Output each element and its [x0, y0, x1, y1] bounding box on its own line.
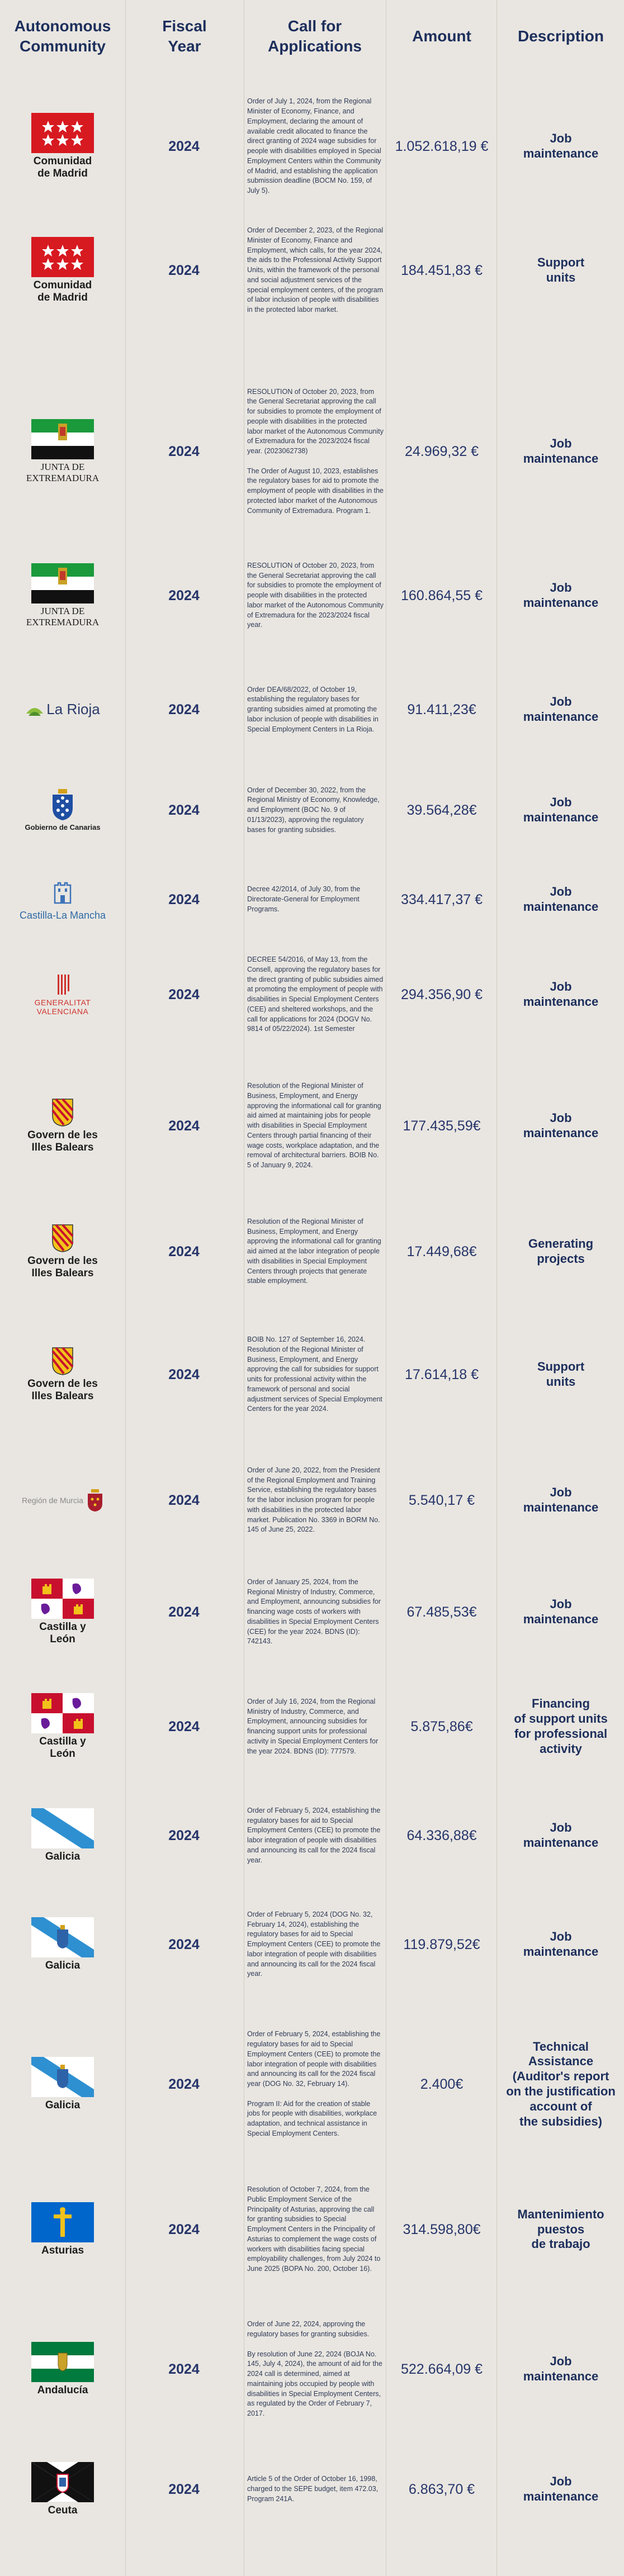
- call-text: Order of June 22, 2024, approving the regulatory bases for granting subsidies. By resolution of June 22, 2024 (BOJA No. 145, July 4, 2024), the amount of aid for the 2024 call is determined, aimed at maintaining jobs occupied by people with disabilities in Special Employment Centers, as regulated by the Order of February 7, 2017.: [247, 2320, 382, 2417]
- community-name: Asturias: [41, 2245, 84, 2257]
- community-name: JUNTA DE EXTREMADURA: [26, 462, 100, 483]
- community-name: Govern de les Illes Balears: [27, 1378, 98, 1402]
- galicia-logo: [0, 2012, 125, 2157]
- castilla-y-leon-logo: [0, 1565, 125, 1660]
- amount: 2.400€: [420, 2076, 464, 2092]
- amount: 64.336,88€: [406, 1827, 477, 1843]
- fiscal-year: 2024: [168, 891, 200, 907]
- region-de-murcia-logo: [0, 1453, 125, 1548]
- amount: 1.052.618,19 €: [395, 138, 489, 154]
- generalitat-valenciana-emblem-icon: [54, 973, 71, 996]
- description: Job maintenance: [523, 1597, 599, 1626]
- description: Financing of support units for professional activity: [514, 1696, 608, 1756]
- castilla-y-leon-logo: [0, 1676, 125, 1777]
- table-row: [0, 1073, 624, 1179]
- table-row: [0, 224, 624, 317]
- description: Support units: [537, 1360, 585, 1389]
- amount: 314.598,80€: [403, 2221, 481, 2237]
- description: Job maintenance: [523, 1111, 599, 1140]
- community-name: Ceuta: [48, 2504, 78, 2517]
- call-text: DECREE 54/2016, of May 13, from the Consell, approving the regulatory bases for the direct granting of public subsidies aimed at promoting the employment of people with disabilities in Special Employment Centers (CEE) and sheltered workshops, and the call for applications for 2024 (DOGV No. 9814 of 05/22/2024). 1st Semester: [247, 956, 384, 1033]
- illes-balears-logo: [0, 1201, 125, 1302]
- table-row: [0, 2012, 624, 2157]
- call-text: Order of February 5, 2024, establishing the regulatory bases for aid to Special Employment Centers (CEE) to promote the labor integration of people with disabilities and announcing its call for the 2024 fiscal year (DOG No. 32, February 14). Program II: Aid for the creation of stable jobs for people with disabilities, workplace adaptation, and technical assistance in Special Employment Centers.: [247, 2030, 381, 2137]
- extremadura-flag-icon: [31, 419, 94, 459]
- table-row: [0, 2447, 624, 2531]
- fiscal-year: 2024: [168, 262, 200, 278]
- community-name: Galicia: [45, 2099, 81, 2112]
- amount: 17.614,18 €: [404, 1366, 479, 1382]
- madrid-logo: [0, 224, 125, 317]
- madrid-flag-icon: [31, 113, 94, 153]
- amount: 91.411,23€: [407, 701, 476, 717]
- fiscal-year: 2024: [168, 2481, 200, 2497]
- call-text: Order of December 2, 2023, of the Regional Minister of Economy, Finance and Employment, which calls, for the year 2024, the aids to the Professional Activity Support Units, within the framework of the personal and social adjustment services of the special employment centers, of the program of labor inclusion of people with disabilities in the protected labor market.: [247, 226, 384, 314]
- call-text: BOIB No. 127 of September 16, 2024. Resolution of the Regional Minister of Business, Employment, and Energy approving the call for subsidies for support units for professional activity within the framework of personal and social adjustment services of Special Employment Centers for the year 2024.: [247, 1335, 382, 1413]
- galicia-flag-icon: [31, 1917, 94, 1957]
- description: Job maintenance: [523, 1485, 599, 1514]
- call-text: Resolution of the Regional Minister of Business, Employment, and Energy approving the informational call for granting aid aimed at the labor integration of people with disabilities in Special Employment Centers through projects that generate stable employment.: [247, 1217, 381, 1285]
- amount: 5.875,86€: [410, 1718, 473, 1734]
- community-name: Galicia: [45, 1960, 81, 1972]
- extremadura-logo: [0, 380, 125, 523]
- community-name: Govern de les Illes Balears: [27, 1129, 98, 1153]
- call-text: Order of January 25, 2024, from the Regional Ministry of Industry, Commerce, and Employment, announcing subsidies for financing wage costs of workers with disabilities in Special Employment Centers (CEE) for the year 2024. BDNS (ID): 742143.: [247, 1577, 381, 1646]
- description: Job maintenance: [523, 131, 599, 160]
- castilla-y-leon-flag-icon: [31, 1579, 94, 1619]
- fiscal-year: 2024: [168, 701, 200, 717]
- call-text: Order DEA/68/2022, of October 19, establishing the regulatory bases for granting subsidies aimed at promoting the labor inclusion of people with disabilities in Special Employment Centers in La Rioja.: [247, 685, 379, 733]
- galicia-flag-icon: [31, 1808, 94, 1848]
- community-name: Región de Murcia: [22, 1495, 83, 1505]
- header-community: Autonomous Community: [14, 17, 111, 55]
- fiscal-year: 2024: [168, 802, 200, 818]
- description: Job maintenance: [523, 1929, 599, 1959]
- description: Support units: [537, 255, 585, 284]
- table-row: [0, 1676, 624, 1777]
- amount: 39.564,28€: [406, 802, 477, 818]
- header-call: Call for Applications: [267, 17, 362, 55]
- description: Job maintenance: [523, 581, 599, 610]
- call-text: Resolution of October 7, 2024, from the Public Employment Service of the Principality of Asturias, approving the call for granting subsidies to Special Employment Centers in the Principality of Asturias to complement the wage costs of workers with disabilities facing special employability challenges, from July 2024 to June 2025 (BOPA No. 200, October 16).: [247, 2185, 381, 2273]
- castilla-la-mancha-logo: [0, 872, 125, 928]
- table-row: [0, 2174, 624, 2285]
- fiscal-year: 2024: [168, 2361, 200, 2377]
- community-name: Castilla y León: [39, 1621, 86, 1645]
- header-year: Fiscal Year: [162, 17, 207, 55]
- description: Mantenimiento puestos de trabajo: [517, 2207, 604, 2251]
- table-row: [0, 1799, 624, 1872]
- table-row: [0, 380, 624, 523]
- table-row: [0, 872, 624, 928]
- table-row: [0, 671, 624, 749]
- illes-balears-logo: [0, 1073, 125, 1179]
- table-row: [0, 1324, 624, 1425]
- madrid-flag-icon: [31, 237, 94, 277]
- description: Job maintenance: [523, 885, 599, 914]
- castilla-y-leon-flag-icon: [31, 1693, 94, 1733]
- fiscal-year: 2024: [168, 1118, 200, 1134]
- table-row: [0, 1565, 624, 1660]
- table-row: [0, 551, 624, 640]
- illes-balears-shield-icon: [51, 1347, 74, 1376]
- ceuta-logo: [0, 2447, 125, 2531]
- description: Job maintenance: [523, 1821, 599, 1850]
- extremadura-logo: [0, 551, 125, 640]
- illes-balears-logo: [0, 1324, 125, 1425]
- community-name: Govern de les Illes Balears: [27, 1255, 98, 1279]
- amount: 5.540,17 €: [408, 1492, 475, 1508]
- table-row: [0, 1900, 624, 1989]
- fiscal-year: 2024: [168, 443, 200, 459]
- fiscal-year: 2024: [168, 1718, 200, 1734]
- illes-balears-shield-icon: [51, 1224, 74, 1253]
- call-text: Order of December 30, 2022, from the Regional Ministry of Economy, Knowledge, and Employment (BOC No. 9 of 01/13/2023), approving the regulatory bases for granting subsidies.: [247, 786, 380, 834]
- asturias-flag-icon: [31, 2202, 94, 2242]
- table-row: [0, 99, 624, 193]
- table-row: [0, 950, 624, 1039]
- call-text: Order of July 1, 2024, from the Regional Minister of Economy, Finance, and Employment, declaring the amount of available credit allocated to finance the direct granting of 2024 wage subsidies for people with disabilities employed in Special Employment Centers within the Community of Madrid, and establishing the application submission deadline (BOCM No. 159, of July 5).: [247, 97, 381, 194]
- fiscal-year: 2024: [168, 2221, 200, 2237]
- fiscal-year: 2024: [168, 2076, 200, 2092]
- description: Job maintenance: [523, 436, 599, 465]
- galicia-logo: [0, 1900, 125, 1989]
- description: Generating projects: [528, 1237, 594, 1266]
- amount: 177.435,59€: [403, 1118, 481, 1134]
- call-text: Order of February 5, 2024 (DOG No. 32, February 14, 2024), establishing the regulatory bases for aid to Special Employment Centers (CEE) to promote the labor integration of people with disabilities and announcing its call for the 2024 fiscal year.: [247, 1910, 381, 1978]
- galicia-logo: [0, 1799, 125, 1872]
- table-row: [0, 1453, 624, 1548]
- community-name: JUNTA DE EXTREMADURA: [26, 606, 100, 628]
- amount: 6.863,70 €: [408, 2481, 475, 2497]
- description: Technical Assistance (Auditor's report on the justification account of the subsidies): [506, 2039, 616, 2128]
- call-text: RESOLUTION of October 20, 2023, from the General Secretariat approving the call for subsidies to promote the employment of people with disabilities in the protected labor market of the Autonomous Community of Extremadura for the 2023/2024 fiscal year.: [247, 561, 384, 629]
- ceuta-flag-icon: [31, 2462, 94, 2502]
- illes-balears-shield-icon: [51, 1098, 74, 1127]
- community-name: Castilla y León: [39, 1736, 86, 1760]
- community-name: Comunidad de Madrid: [33, 155, 92, 179]
- madrid-logo: [0, 99, 125, 193]
- community-name: Castilla-La Mancha: [19, 909, 106, 921]
- call-text: Decree 42/2014, of July 30, from the Directorate-General for Employment Programs.: [247, 885, 361, 913]
- call-text: Article 5 of the Order of October 16, 1998, charged to the SEPE budget, item 472.03, Program 241A.: [247, 2475, 379, 2503]
- castilla-la-mancha-castle-icon: [50, 878, 75, 907]
- description: Job maintenance: [523, 980, 599, 1009]
- community-name: La Rioja: [46, 701, 100, 718]
- description: Job maintenance: [523, 2474, 599, 2503]
- community-name: Galicia: [45, 1851, 81, 1863]
- fiscal-year: 2024: [168, 986, 200, 1002]
- description: Job maintenance: [523, 2354, 599, 2383]
- call-text: RESOLUTION of October 20, 2023, from the General Secretariat approving the call for subsidies to promote the employment of people with disabilities in the protected labor market of the Autonomous Community of Extremadura for the 2023/2024 fiscal year. (2023062738) The Order of August 10, 2023, establishes the regulatory bases for aid to promote the employment of people with disabilities in the protected labor market of the Autonomous Community of Extremadura. Program 1.: [247, 387, 384, 515]
- amount: 119.879,52€: [403, 1936, 480, 1952]
- amount: 17.449,68€: [406, 1243, 477, 1260]
- description: Job maintenance: [523, 695, 599, 724]
- fiscal-year: 2024: [168, 1366, 200, 1382]
- table-row: [0, 771, 624, 849]
- canarias-logo: [0, 771, 125, 849]
- canarias-shield-icon: [50, 789, 75, 821]
- amount: 160.864,55 €: [401, 587, 483, 603]
- fiscal-year: 2024: [168, 1604, 200, 1620]
- amount: 67.485,53€: [406, 1604, 477, 1620]
- asturias-logo: [0, 2174, 125, 2285]
- description: Job maintenance: [523, 795, 599, 824]
- region-de-murcia-shield-icon: [87, 1489, 103, 1512]
- galicia-flag-icon: [31, 2057, 94, 2097]
- amount: 334.417,37 €: [401, 891, 483, 907]
- fiscal-year: 2024: [168, 1936, 200, 1952]
- fiscal-year: 2024: [168, 1827, 200, 1843]
- header-amount: Amount: [412, 27, 471, 45]
- community-name: GENERALITAT VALENCIANA: [34, 997, 91, 1016]
- call-text: Order of June 20, 2022, from the President of the Regional Employment and Training Service, establishing the regulatory bases for the labor inclusion program for people with disabilities in the protected labor market. Publication No. 3369 in BORM No. 145 of June 25, 2022.: [247, 1466, 380, 1534]
- table-row: [0, 1201, 624, 1302]
- la-rioja-emblem-icon: [25, 701, 44, 718]
- community-name: Comunidad de Madrid: [33, 279, 92, 303]
- fiscal-year: 2024: [168, 587, 200, 603]
- call-text: Resolution of the Regional Minister of Business, Employment, and Energy approving the informational call for granting aid aimed at maintaining jobs for people with disabilities in Special Employment Centers through partial financing of their wage costs, workplace adaptation, and the removal of architectural barriers. BOIB No. 5 of January 9, 2024.: [247, 1082, 381, 1170]
- andalucia-flag-icon: [31, 2342, 94, 2382]
- call-text: Order of February 5, 2024, establishing the regulatory bases for aid to Special Employment Centers (CEE) to promote the labor integration of people with disabilities and announcing its call for the 2024 fiscal year.: [247, 1806, 381, 1864]
- fiscal-year: 2024: [168, 138, 200, 154]
- andalucia-logo: [0, 2308, 125, 2431]
- fiscal-year: 2024: [168, 1492, 200, 1508]
- amount: 184.451,83 €: [401, 262, 483, 278]
- extremadura-flag-icon: [31, 563, 94, 603]
- header-description: Description: [517, 27, 604, 45]
- table-row: [0, 2308, 624, 2431]
- generalitat-valenciana-logo: [0, 950, 125, 1039]
- la-rioja-logo: [0, 671, 125, 749]
- amount: 24.969,32 €: [404, 443, 479, 459]
- amount: 522.664,09 €: [401, 2361, 483, 2377]
- community-name: Andalucía: [37, 2384, 88, 2397]
- amount: 294.356,90 €: [401, 986, 483, 1002]
- call-text: Order of July 16, 2024, from the Regional Ministry of Industry, Commerce, and Employment, announcing subsidies for financing support units for professional activity in Special Employment Centers for the year 2024. BDNS (ID): 777579.: [247, 1697, 379, 1755]
- fiscal-year: 2024: [168, 1243, 200, 1260]
- community-name: Gobierno de Canarias: [25, 823, 101, 831]
